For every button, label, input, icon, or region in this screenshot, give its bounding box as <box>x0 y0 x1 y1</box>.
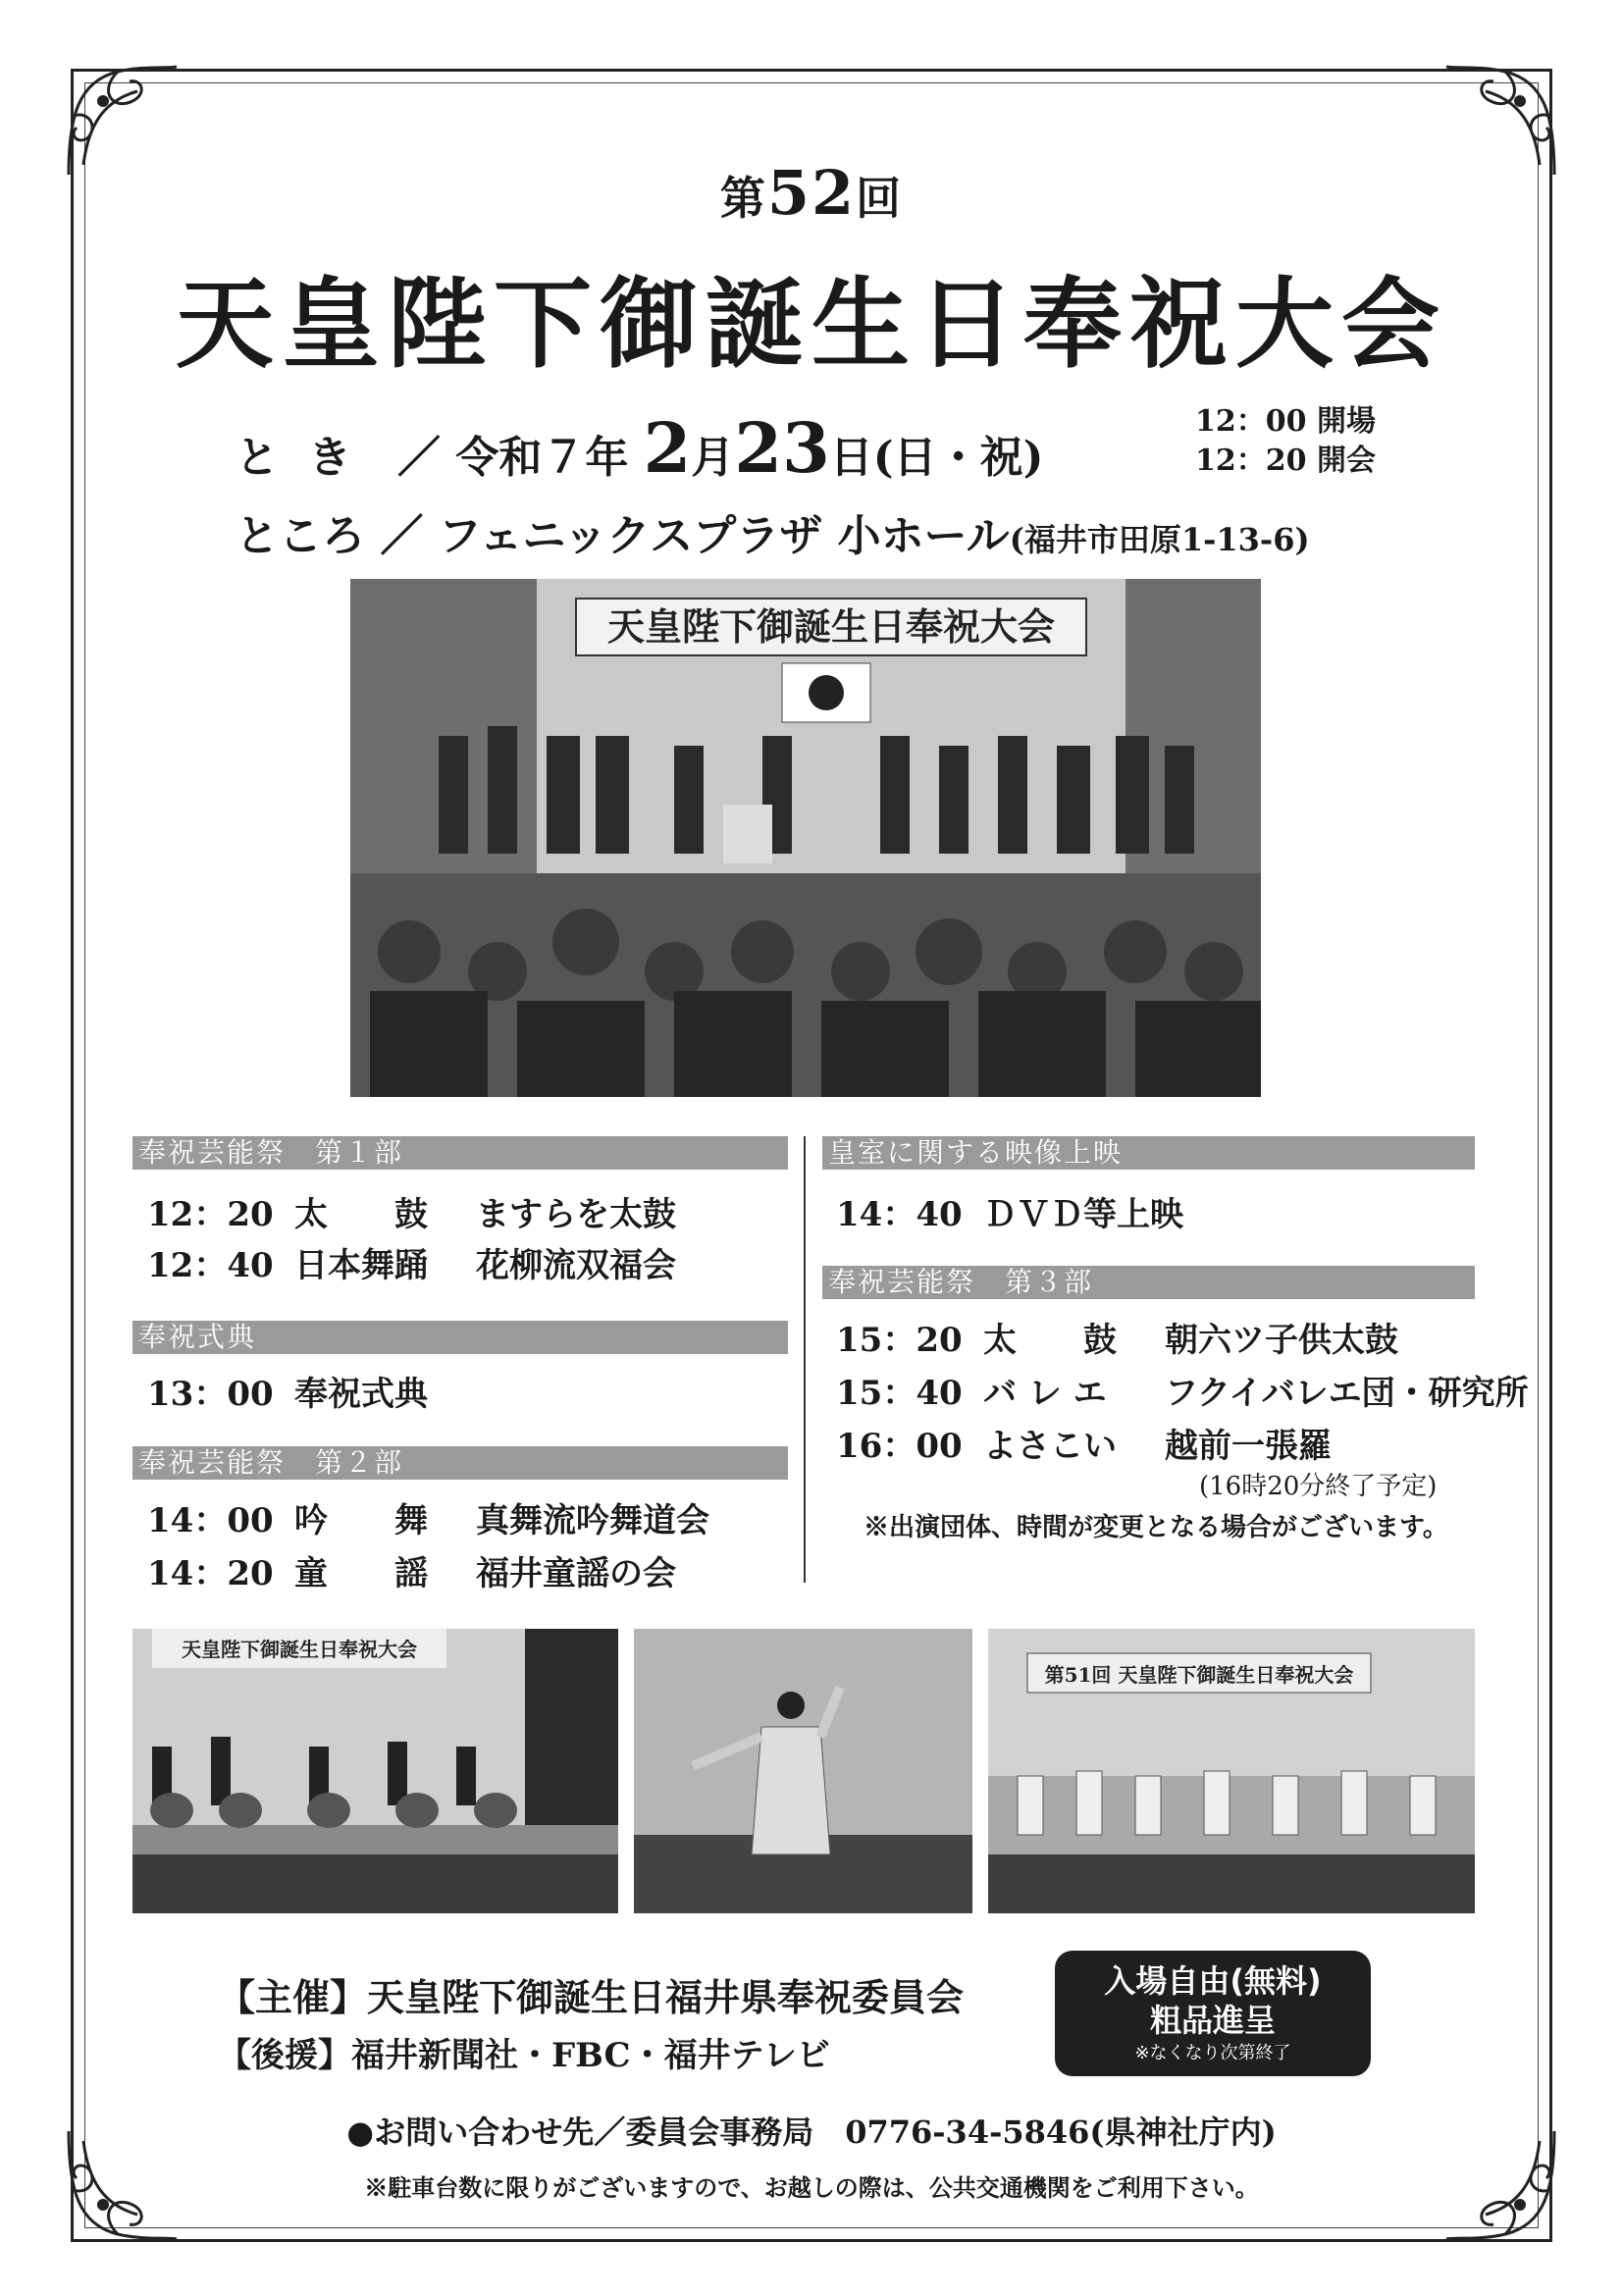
event-date: とき ／ 令和７年 2月23日(日・祝) <box>236 407 1044 489</box>
section-heading-part1: 奉祝芸能祭 第１部 <box>132 1136 788 1170</box>
organizer: 【主催】天皇陛下御誕生日福井県奉祝委員会 <box>218 1975 965 2019</box>
venue-address: (福井市田原1-13-6) <box>1009 521 1310 558</box>
section-heading-video: 皇室に関する映像上映 <box>822 1136 1475 1170</box>
program-item: 14：00 吟 舞 真舞流吟舞道会 <box>147 1501 709 1540</box>
badge-gift: 粗品進呈 <box>1149 2002 1276 2039</box>
sponsors: 【後援】福井新聞社・FBC・福井テレビ <box>218 2036 830 2075</box>
program-item: 14：40 ＤＶＤ等上映 <box>836 1195 1183 1234</box>
admission-badge <box>1055 1951 1371 2076</box>
program-item: 13：00 奉祝式典 <box>147 1375 428 1414</box>
program-item: 14：20 童 謡 福井童謡の会 <box>147 1554 676 1593</box>
section-heading-part2: 奉祝芸能祭 第２部 <box>132 1446 788 1480</box>
banner-text: 天皇陛下御誕生日奉祝大会 <box>606 604 1056 649</box>
end-time-note: (16時20分終了予定) <box>1199 1472 1438 1501</box>
date-label: とき <box>236 433 381 483</box>
start-time: 12：20 開会 <box>1195 444 1376 478</box>
banner-text: 第51回 天皇陛下御誕生日奉祝大会 <box>1044 1663 1354 1687</box>
event-times <box>1195 402 1376 481</box>
venue-name: フェニックスプラザ 小ホール <box>438 511 1010 561</box>
section-heading-ceremony: 奉祝式典 <box>132 1321 788 1354</box>
badge-note: ※なくなり次第終了 <box>1134 2043 1291 2063</box>
ceremony-photo <box>350 579 1261 1097</box>
badge-free-admission: 入場自由(無料) <box>1104 1962 1322 2000</box>
parking-note: ※駐車台数に限りがございますので、お越しの際は、公共交通機関をご利用下さい。 <box>364 2173 1259 2202</box>
venue-label: ところ <box>236 511 365 561</box>
program-item: 15：40 バ レ エ フクイバレエ団・研究所 <box>836 1374 1529 1413</box>
japanese-dance-photo <box>634 1629 972 1913</box>
column-divider <box>804 1136 806 1583</box>
section-heading-part3: 奉祝芸能祭 第３部 <box>822 1266 1475 1299</box>
edition-number: 第52回 <box>719 157 904 229</box>
contact-info: ●お問い合わせ先／委員会事務局 0776-34-5846(県神社庁内) <box>346 2113 1277 2151</box>
program-item: 12：40 日本舞踊 花柳流双福会 <box>147 1246 676 1285</box>
event-venue: ところ ／ フェニックスプラザ 小ホール(福井市田原1-13-6) <box>236 511 1310 561</box>
page-title: 天皇陛下御誕生日奉祝大会 <box>176 266 1447 382</box>
taiko-performance-photo <box>132 1629 618 1913</box>
yosakoi-dance-photo <box>988 1629 1475 1913</box>
program-item: 12：20 太 鼓 ますらを太鼓 <box>147 1195 676 1234</box>
program-item: 16：00 よさこい 越前一張羅 <box>836 1427 1332 1466</box>
schedule-change-note: ※出演団体、時間が変更となる場合がございます。 <box>864 1513 1448 1542</box>
doors-open-time: 12：00 開場 <box>1195 404 1376 439</box>
program-item: 15：20 太 鼓 朝六ツ子供太鼓 <box>836 1321 1398 1360</box>
banner-text: 天皇陛下御誕生日奉祝大会 <box>182 1638 417 1661</box>
